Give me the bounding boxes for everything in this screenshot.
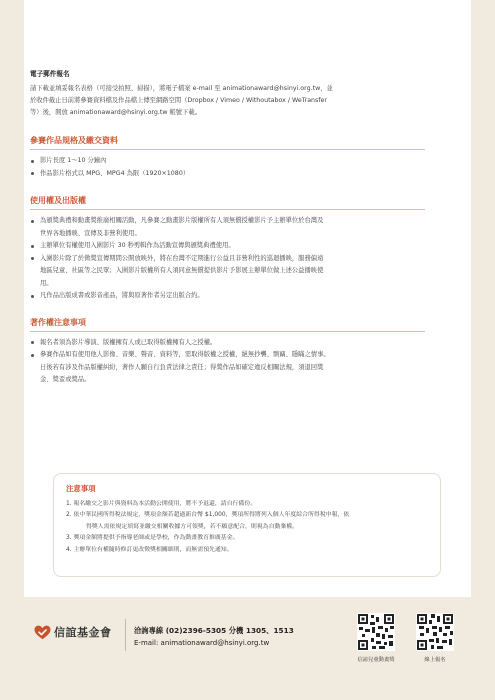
note-item (66, 499, 429, 510)
email-section-body (30, 83, 425, 119)
qr-code-register-icon[interactable] (416, 613, 454, 651)
spec-section (30, 135, 425, 180)
rights-item-line: 凡作品出版成書或影音產品，將與原著作者另定出版合約。 (40, 292, 204, 299)
footer-divider (125, 619, 126, 651)
copyright-item (30, 349, 425, 387)
note-item (66, 545, 429, 556)
notes-title: 注意事項 (66, 484, 96, 493)
spec-item: 作品影片格式以 MPG、MPG4 為限（1920×1080） (30, 168, 425, 181)
notes-box (53, 473, 441, 577)
footer (0, 597, 495, 700)
email-line: 於收件截止日前將參賽資料檔及作品檔上傳至網路空間（Dropbox / Vimeo / Withoutabox / WeTransfer (30, 97, 328, 104)
phone-line: 洽詢專線 (02)2396-5305 分機 1305、1513 (134, 626, 294, 635)
qr-label-award: 信誼兒童動畫獎 (357, 657, 395, 663)
rights-item (30, 253, 425, 291)
copyright-item-line: 日後若有涉及作品版權糾紛，著作人願自行負責法律之責任；得獎作品如確定違反相關法規，須退回獎 (40, 363, 324, 371)
note-line: 3. 獎項金額將提供予指導老師或是學校，作為動畫教育推廣基金。 (66, 535, 239, 542)
logo-text: 信誼基金會 (54, 626, 112, 639)
note-line: 4. 主辦單位有權隨時修訂更改徵獎相關細則，而無需預先通知。 (66, 546, 233, 553)
rights-item-line: 地區兒童、社區等之民眾；入圍影片版權所有人須同意無償提供影片予影展主辦單位做上述公益播映使 (40, 267, 324, 274)
email-section-title: 電子郵件報名 (30, 70, 70, 78)
email-line: 請下載並填妥報名表格（可接受拍照、掃描），將電子檔案 e-mail 至 animationaward@hsinyi.org.tw，並 (30, 85, 333, 92)
email-registration-section (30, 68, 425, 119)
contact-info (134, 625, 294, 649)
rights-item (30, 215, 425, 240)
main-content (30, 68, 425, 387)
note-line: 2. 依中華民國所得稅法規定，獎項金額若超過新台幣 $1,000，獎項所得將列入個人年度綜合所得稅申報，依 (66, 512, 350, 519)
copyright-section-title: 著作權注意事項 (30, 317, 425, 332)
spec-section-title: 參賽作品規格及繳交資料 (30, 135, 425, 150)
note-line: 得獎人需依規定填寫並繳交相關收據方可領獎，若不願意配合，則視為自動棄權。 (86, 523, 299, 530)
rights-item-line: 用。 (40, 279, 53, 287)
rights-section (30, 195, 425, 303)
foundation-logo (34, 624, 124, 640)
copyright-item-line: 參賽作品如有使用他人影像、音樂、聲音、資料等，需取得版權之授權，絕無抄襲、剽竊、隱瞞之情事。 (40, 351, 330, 358)
email-line: 等）後，開放 animationaward@hsinyi.org.tw 帳號下載。 (30, 109, 201, 116)
rights-item (30, 290, 425, 303)
rights-section-title: 使用權及出版權 (30, 195, 425, 210)
note-item (66, 533, 429, 544)
copyright-section (30, 317, 425, 387)
qr-label-register: 線上報名 (424, 657, 446, 663)
rights-item-line: 世界各地播映、宣傳及非營利使用。 (40, 229, 141, 237)
heart-logo-icon (34, 625, 51, 644)
email-line[interactable]: E-mail: animationaward@hsinyi.org.tw (134, 639, 270, 647)
spec-item: 影片長度 1～10 分鐘內 (30, 155, 425, 168)
copyright-item-line: 報名者須為影片導演、版權擁有人或已取得版權擁有人之授權。 (40, 338, 217, 346)
copyright-item (30, 337, 425, 350)
rights-item-line: 主辦單位有權使用入圍影片 30 秒剪輯作為活動宣傳與頒獎典禮使用。 (40, 242, 235, 249)
note-item (66, 510, 429, 533)
rights-item-line: 為頒獎典禮和動畫獎推廣相關活動，凡參賽之動畫影片版權所有人須無償授權影片予主辦單位於台灣及 (40, 217, 324, 224)
rights-item (30, 240, 425, 253)
copyright-item-line: 金、獎盃或獎品。 (40, 376, 91, 383)
note-line: 1. 報名繳交之影片與資料為本活動公開使用，將不予退還，請自行備份。 (66, 501, 257, 507)
qr-code-award-icon[interactable] (357, 613, 395, 651)
rights-item-line: 入圍影片除了於徵獎宣傳期間公開放映外，將在台灣不定期進行公益且非營利性的巡迴播映，服務偏遠 (40, 254, 324, 262)
